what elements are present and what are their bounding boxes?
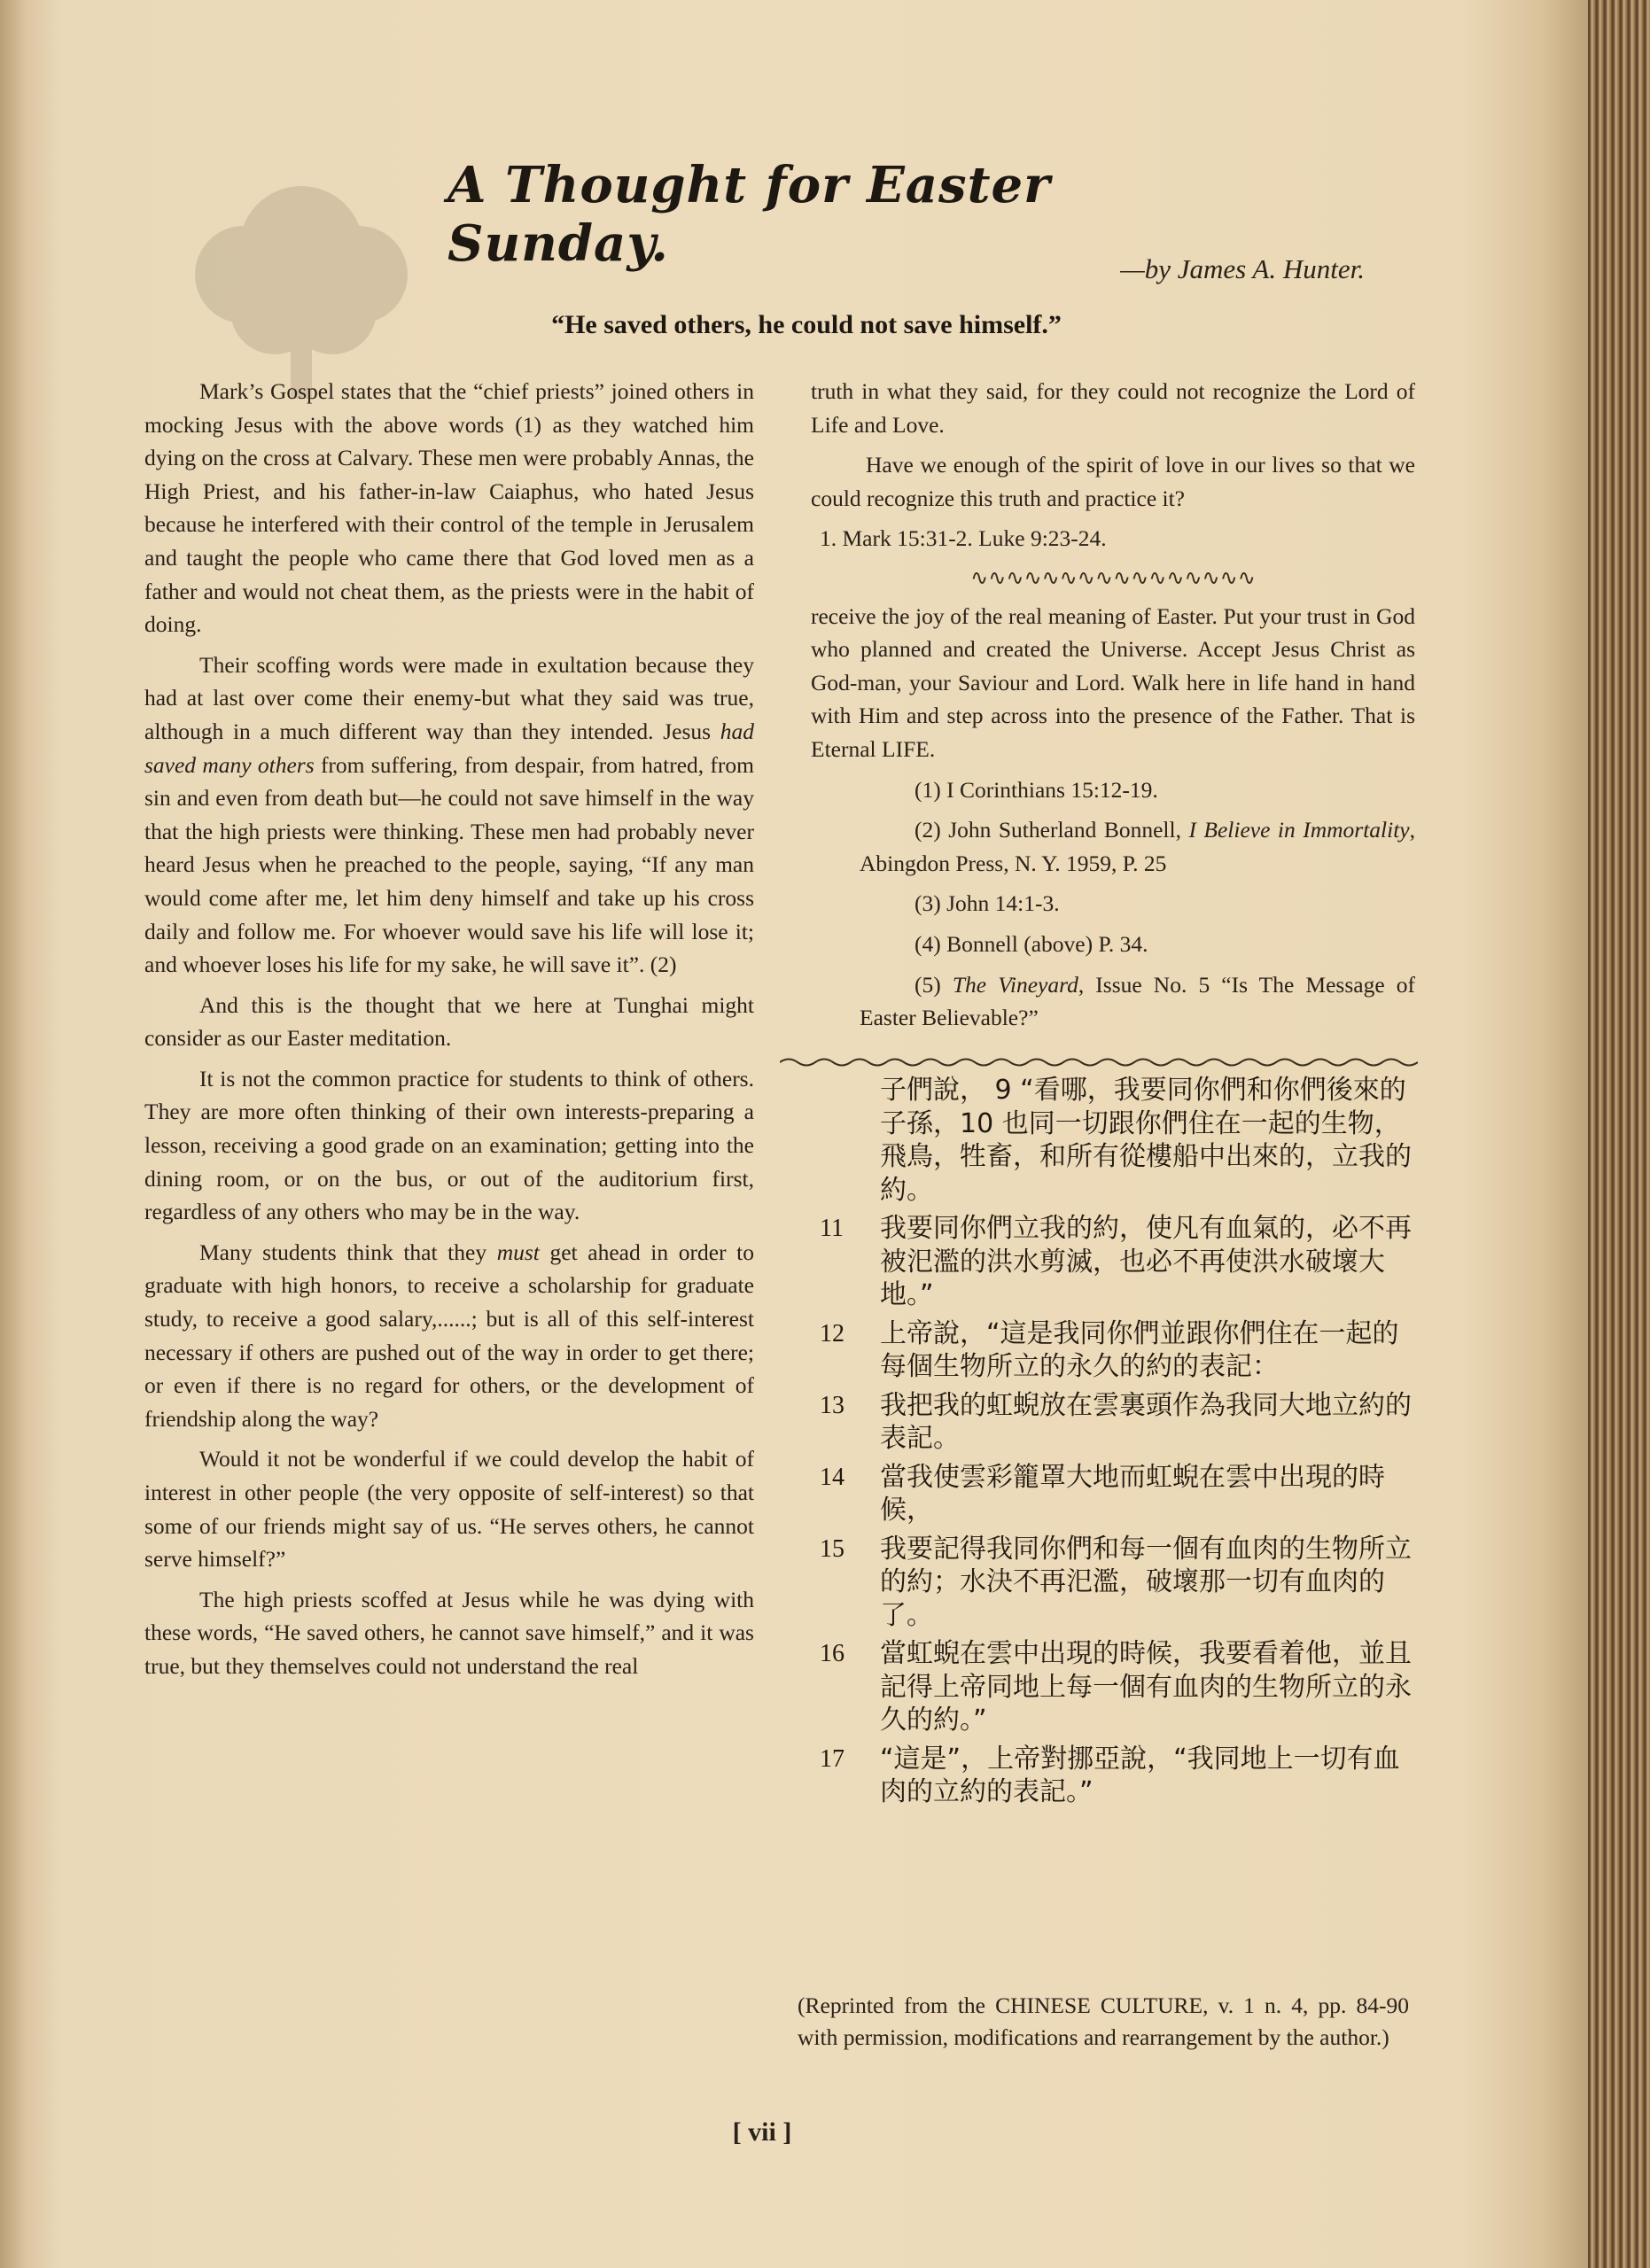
paragraph: truth in what they said, for they could not recognize the Lord of Life and Love. <box>811 378 1415 438</box>
verse: 15 我要記得我同你們和每一個有血肉的生物所立的約；水決不再汜濫，破壞那一切有血肉的了。 <box>820 1533 1412 1631</box>
book-page-edges <box>1588 0 1650 2268</box>
page-number: [ vii ] <box>732 2117 792 2147</box>
paragraph: It is not the common practice for students to think of others. They are more often thinking of their own interests-preparing a lesson, receiving a good grade on an examination; getting into the dining room, or on the bus, or out of the auditorium first, regardless of any others who may be in the way. <box>144 1065 754 1225</box>
paragraph: Would it not be wonderful if we could develop the habit of interest in other people (the very opposite of self-interest) so that some of our friends might say of us. “He serves others, he cannot serve himself?” <box>144 1446 754 1573</box>
verse: 13 我把我的虹蜺放在雲裏頭作為我同大地立約的表記。 <box>820 1389 1412 1454</box>
right-column <box>811 375 1415 1042</box>
article-quote: “He saved others, he could not save himself.” <box>551 310 1062 339</box>
paragraph: receive the joy of the real meaning of Easter. Put your trust in God who planned and created the Universe. Accept Jesus Christ as God-man, your Saviour and Lord. Walk here in life hand in hand with Him and step across into the presence of the Father. That is Eternal LIFE. <box>811 602 1415 762</box>
footnote: (2) John Sutherland Bonnell, I Believe in Immortality, Abingdon Press, N. Y. 1959, P. 25 <box>860 817 1415 876</box>
ornament-divider: ∿∿∿∿∿∿∿∿∿∿∿∿∿∿∿∿ <box>970 566 1256 590</box>
verse: 12 上帝說，“這是我同你們並跟你們住在一起的每個生物所立的永久的約的表記： <box>820 1317 1399 1382</box>
article-title: A Thought for Easter Sunday. <box>448 156 1051 273</box>
scripture-refs: 1. Mark 15:31-2. Luke 9:23-24. <box>820 525 1107 552</box>
article-byline: —by James A. Hunter. <box>1120 253 1365 284</box>
footnote: (3) John 14:1-3. <box>915 890 1060 917</box>
tree-watermark-icon <box>177 177 425 399</box>
wavy-divider <box>780 1056 1418 1068</box>
paragraph: Mark’s Gospel states that the “chief priests” joined others in mocking Jesus with the above words (1) as they watched him dying on the cross at Calvary. These men were probably Annas, the High Priest, and his father-in-law Caiaphus, who hated Jesus because he interfered with their control of the temple in Jerusalem and taught the people who came there that God loved men as a father and would not cheat them, as the priests were in the habit of doing. <box>144 378 754 638</box>
paragraph: And this is the thought that we here at Tunghai might consider as our Easter meditation. <box>144 991 754 1052</box>
verse: 子們說， 9 “看哪，我要同你們和你們後來的子孫，10 也同一切跟你們住在一起的生物，飛鳥，牲畜，和所有從樓船中出來的，立我的約。 <box>880 1075 1412 1206</box>
footnote: (4) Bonnell (above) P. 34. <box>915 930 1148 957</box>
verse: 14 當我使雲彩籠罩大地而虹蜺在雲中出現的時候， <box>820 1461 1385 1526</box>
paragraph: Have we enough of the spirit of love in our lives so that we could recognize this truth and practice it? <box>811 452 1415 511</box>
verse: 11 我要同你們立我的約，使凡有血氣的，必不再被汜濫的洪水剪滅，也必不再使洪水破壞大地。” <box>820 1213 1412 1310</box>
chinese-verses <box>820 1074 1422 1814</box>
footnote: (5) The Vineyard, Issue No. 5 “Is The Message of Easter Believable?” <box>860 971 1415 1031</box>
paragraph: The high priests scoffed at Jesus while he was dying with these words, “He saved others, he cannot save himself,” and it was true, but they themselves could not understand the real <box>144 1586 754 1679</box>
left-column <box>144 375 754 1690</box>
reprint-note: (Reprinted from the CHINESE CULTURE, v. 1 n. 4, pp. 84-90 with permission, modifications and rearrangement by the author.) <box>798 1992 1409 2050</box>
verse: 17 “這是”，上帝對挪亞說，“我同地上一切有血肉的立約的表記。” <box>820 1743 1400 1807</box>
verse: 16 當虹蜺在雲中出現的時候，我要看着他，並且記得上帝同地上每一個有血肉的生物所立的永久的約。” <box>820 1638 1412 1736</box>
footnote: (1) I Corinthians 15:12-19. <box>915 776 1158 803</box>
paragraph: Many students think that they must get ahead in order to graduate with high honors, to receive a scholarship for graduate study, to receive a good salary,......; but is all of this self-interest necessary if others are pushed out of the way in order to get there; or even if there is no regard for others, or the development of friendship along the way? <box>144 1239 754 1432</box>
paragraph: Their scoffing words were made in exultation because they had at last over come their enemy-but what they said was true, although in a much different way than they intended. Jesus had saved many others from suffering, from despair, from hatred, from sin and even from death but—he could not save himself in the way that the high priests were thinking. These men had probably never heard Jesus when he preached to the people, saying, “If any man would come after me, let him deny himself and take up his cross daily and follow me. For whoever would save his life will lose it; and whoever loses his life for my sake, he will save it”. (2) <box>144 651 755 978</box>
